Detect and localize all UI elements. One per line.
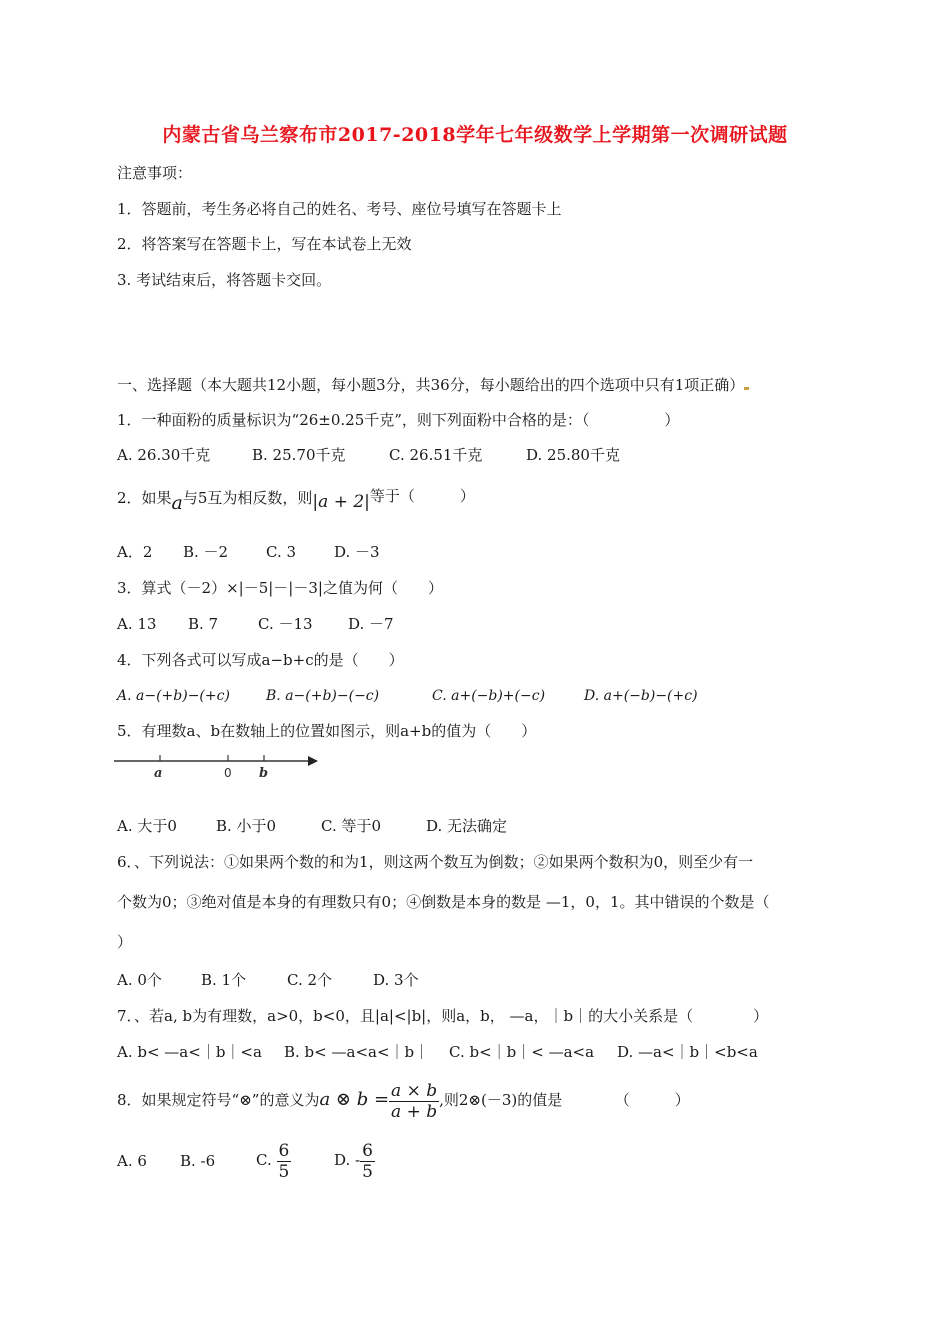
number-line-figure — [112, 752, 322, 782]
q8-definition-fraction: $\frac{a \times b}{a + b}$ — [391, 1080, 438, 1122]
q1-option-a: A. 26.30千克 — [117, 446, 211, 464]
q7-option-d: D. —a<｜b｜<b<a — [617, 1043, 758, 1061]
q3-option-c: C. －13 — [258, 615, 313, 633]
arrow-head-icon — [308, 756, 318, 766]
q4-option-d: D. a+(−b)−(+c) — [584, 688, 698, 704]
q3-option-a: A. 13 — [117, 615, 157, 633]
notice-item-1: 1．答题前，考生务必将自己的姓名、考号、座位号填写在答题卡上 — [117, 200, 562, 218]
q4-option-a: A. a−(+b)−(+c) — [117, 688, 230, 704]
q1-option-b: B. 25.70千克 — [252, 446, 346, 464]
q8-option-c: C. $\frac{6}{5}$ — [256, 1140, 290, 1182]
question-3: 3．算式（－2）×|－5|－|－3|之值为何（ ） — [117, 579, 443, 597]
q1-option-c: C. 26.51千克 — [389, 446, 483, 464]
question-4: 4．下列各式可以写成a−b+c的是（ ） — [117, 651, 404, 669]
q8-option-b: B. -6 — [180, 1152, 216, 1170]
q1-option-d: D. 25.80千克 — [526, 446, 620, 464]
q3-option-d: D. －7 — [348, 615, 394, 633]
q6-option-b: B. 1个 — [201, 971, 247, 989]
question-1: 1．一种面粉的质量标识为“26±0.25千克”，则下列面粉中合格的是：（ ） — [117, 411, 680, 429]
q8-option-c-fraction: $\frac{6}{5}$ — [278, 1140, 290, 1182]
question-6-line-3: ） — [117, 933, 133, 951]
q2-option-d: D. －3 — [334, 543, 380, 561]
q8-option-d-fraction: $\frac{6}{5}$ — [362, 1140, 373, 1182]
question-7: 7．、若a, b为有理数，a>0，b<0，且|a|<|b|，则a，b， —a，｜b｜的大小关系是（ ） — [117, 1007, 769, 1025]
q6-option-d: D. 3个 — [373, 971, 419, 989]
axis-label-b: b — [259, 766, 269, 781]
q4-option-b: B. a−(+b)−(−c) — [266, 688, 380, 704]
q5-option-d: D. 无法确定 — [426, 817, 508, 835]
q7-option-b: B. b< —a<a<｜b｜ — [284, 1043, 430, 1061]
q2-option-c: C. 3 — [266, 543, 297, 561]
question-6-line-2: 个数为0；③绝对值是本身的有理数只有0；④倒数是本身的数是 —1，0，1。其中错误的个数是（ — [117, 893, 770, 911]
q8-option-a: A. 6 — [117, 1152, 147, 1170]
notice-item-3: 3. 考试结束后，将答题卡交回。 — [117, 271, 332, 289]
q8-option-d: D. - $\frac{6}{5}$ — [334, 1140, 373, 1182]
mark-dot — [744, 387, 749, 390]
q5-option-c: C. 等于0 — [321, 817, 382, 835]
q3-option-b: B. 7 — [188, 615, 219, 633]
q2-option-b: B. －2 — [183, 543, 229, 561]
q5-option-b: B. 小于0 — [216, 817, 277, 835]
notice-heading: 注意事项： — [117, 164, 193, 182]
q7-option-a: A. b< —a<｜b｜<a — [117, 1043, 262, 1061]
q6-option-a: A. 0个 — [117, 971, 162, 989]
q5-option-a: A. 大于0 — [117, 817, 177, 835]
notice-item-2: 2．将答案写在答题卡上，写在本试卷上无效 — [117, 235, 412, 253]
axis-label-zero: 0 — [224, 766, 232, 780]
question-6-line-1: 6．、下列说法：①如果两个数的和为1，则这两个数互为倒数；②如果两个数积为0，则至少有一 — [117, 853, 754, 871]
q7-option-c: C. b<｜b｜< —a<a — [449, 1043, 595, 1061]
q4-option-c: C. a+(−b)+(−c) — [432, 688, 546, 704]
section-heading: 一、选择题（本大题共12小题，每小题3分，共36分，每小题给出的四个选项中只有1项正确） — [117, 374, 749, 396]
page-title: 内蒙古省乌兰察布市2017-2018学年七年级数学上学期第一次调研试题 — [162, 124, 788, 146]
q6-option-c: C. 2个 — [287, 971, 333, 989]
question-2: 2．如果a与5互为相反数，则|a + 2|等于（ ） — [117, 487, 475, 514]
question-8: 8．如果规定符号“⊗”的意义为a ⊗ b = $\frac{a \times b}{a + b}$ ,则2⊗(－3)的值是 （ ） — [117, 1080, 690, 1122]
question-5: 5．有理数a、b在数轴上的位置如图示，则a+b的值为（ ） — [117, 722, 537, 740]
q2-option-a: A．2 — [117, 543, 153, 561]
axis-label-a: a — [154, 766, 163, 781]
